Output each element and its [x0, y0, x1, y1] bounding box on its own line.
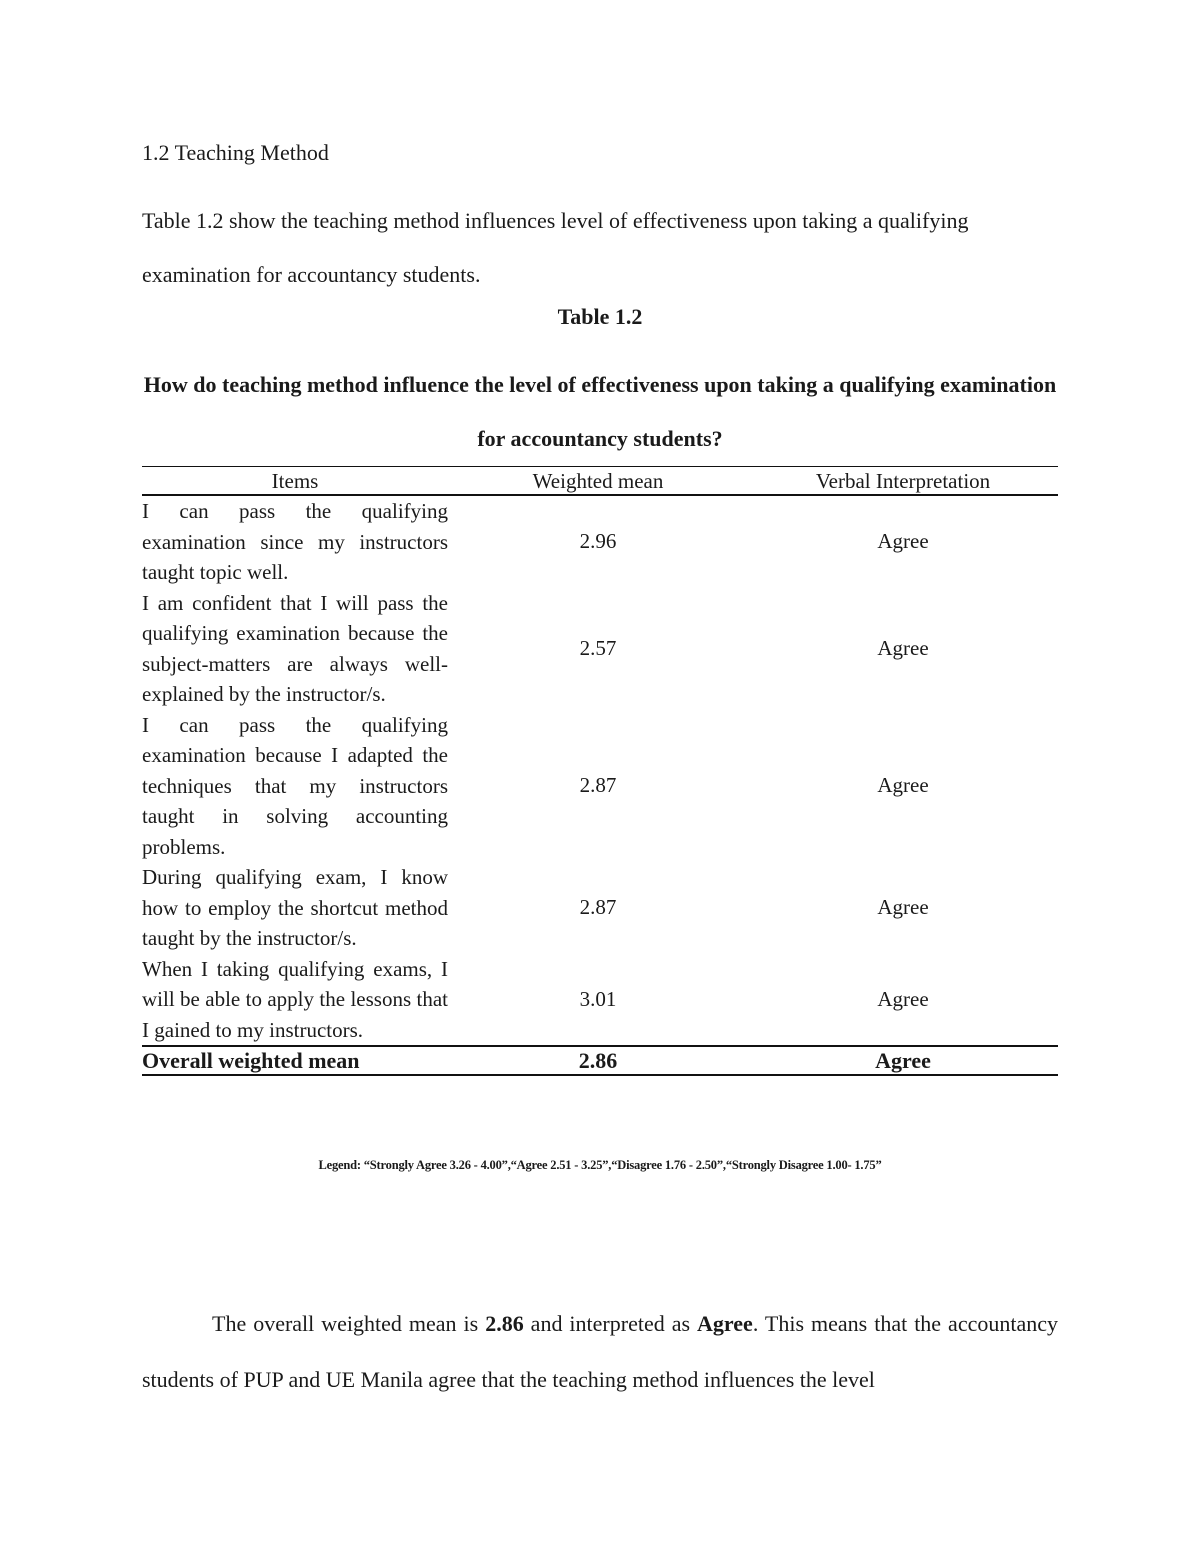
- row-interpretation: Agree: [877, 895, 929, 920]
- row-weighted-mean: 2.57: [579, 636, 617, 660]
- table-row: [142, 862, 1058, 954]
- conclusion-text-2: and interpreted as: [523, 1311, 698, 1336]
- row-weighted-mean: 2.87: [579, 773, 617, 798]
- intro-paragraph: Table 1.2 show the teaching method influences level of effectiveness upon taking a qualifying examination for accountancy students.: [142, 208, 969, 287]
- row-interpretation: Agree: [877, 529, 929, 554]
- row-item: I can pass the qualifying examination because I adapted the techniques that my instructors taught in solving accounting problems.: [142, 712, 448, 859]
- row-weighted-mean: 2.87: [579, 895, 617, 920]
- row-interpretation: Agree: [877, 636, 929, 660]
- table-row: [142, 710, 1058, 863]
- row-interpretation: Agree: [877, 773, 929, 798]
- conclusion-paragraph: [142, 1296, 1058, 1408]
- row-item: During qualifying exam, I know how to employ the shortcut method taught by the instructor/s.: [142, 865, 448, 950]
- row-weighted-mean: 3.01: [579, 986, 617, 1011]
- table-row: [142, 954, 1058, 1047]
- overall-label: Overall weighted mean: [142, 1046, 448, 1075]
- row-weighted-mean: 2.96: [579, 529, 617, 554]
- conclusion-mean: 2.86: [485, 1311, 524, 1336]
- conclusion-interpretation: Agree: [697, 1311, 753, 1336]
- conclusion-text-3: . This means that the accountancy students of PUP and UE Manila agree that the teaching method influences the level: [142, 1311, 1058, 1392]
- section-heading: 1.2 Teaching Method: [142, 140, 329, 165]
- conclusion-text-1: The overall weighted mean is: [212, 1311, 486, 1336]
- table-legend: Legend: “Strongly Agree 3.26 - 4.00”,“Agree 2.51 - 3.25”,“Disagree 1.76 - 2.50”,“Strongly Disagree 1.00- 1.75”: [318, 1158, 882, 1172]
- row-item: I can pass the qualifying examination since my instructors taught topic well.: [142, 499, 448, 584]
- row-interpretation: Agree: [877, 986, 929, 1011]
- header-verbal-interpretation: Verbal Interpretation: [748, 467, 1058, 496]
- table-row: [142, 495, 1058, 588]
- row-item: When I taking qualifying exams, I will be able to apply the lessons that I gained to my instructors.: [142, 956, 448, 1042]
- results-table: [142, 466, 1058, 1076]
- table-label: Table 1.2: [557, 304, 643, 329]
- table-header-row: [142, 467, 1058, 496]
- overall-interpretation: Agree: [748, 1046, 1058, 1075]
- table-row: [142, 588, 1058, 710]
- header-weighted-mean: Weighted mean: [448, 467, 748, 496]
- overall-weighted-mean: 2.86: [448, 1046, 748, 1075]
- row-item: I am confident that I will pass the qualifying examination because the subject-matters are always well-explained by the instructor/s.: [142, 590, 448, 706]
- overall-row: [142, 1046, 1058, 1075]
- table-caption: How do teaching method influence the level of effectiveness upon taking a qualifying examination for accountancy students?: [143, 372, 1057, 451]
- header-items: Items: [142, 467, 448, 496]
